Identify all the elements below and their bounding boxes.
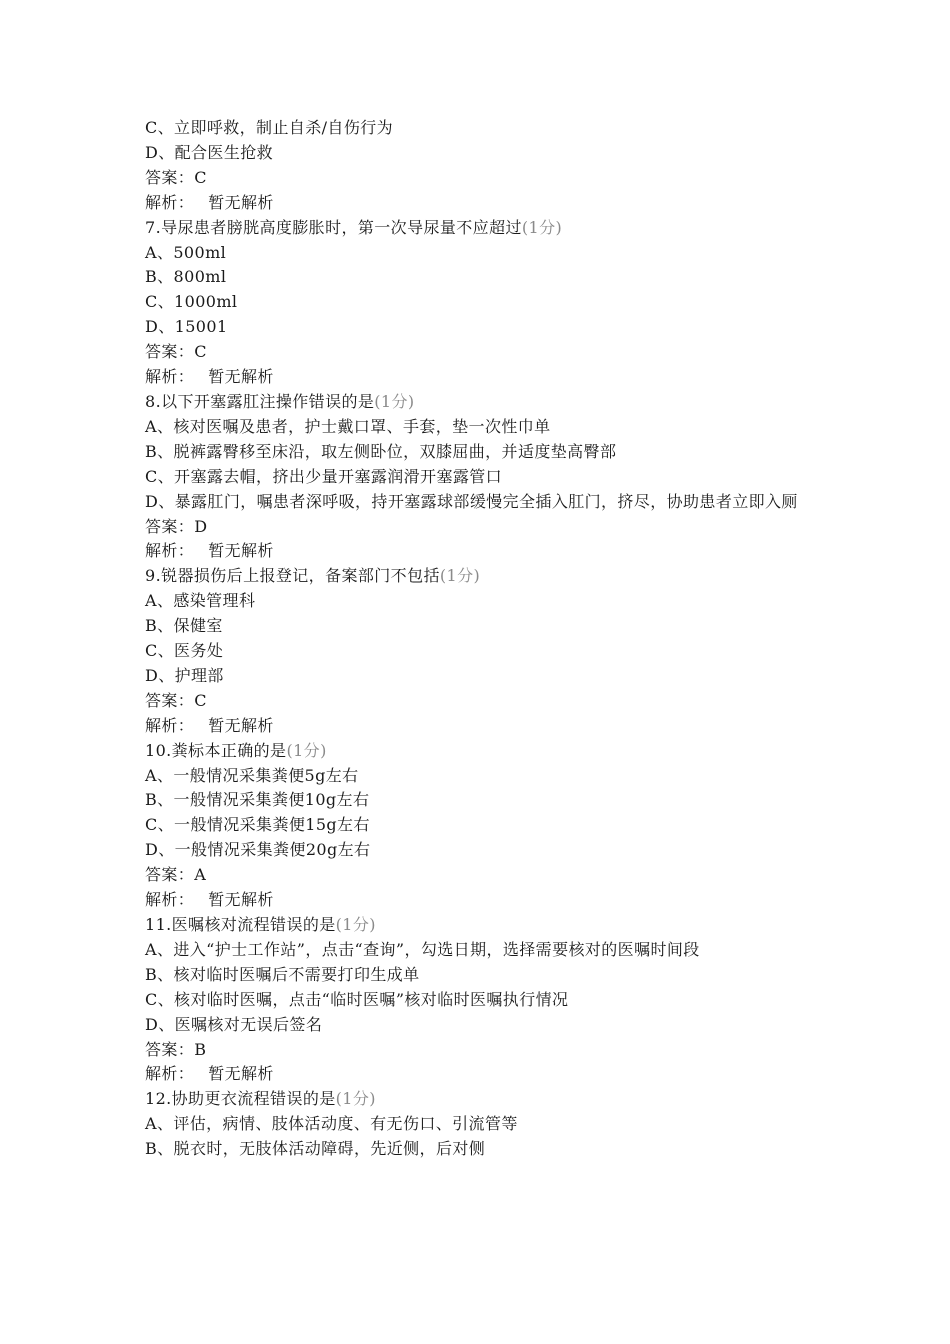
q6-option-c: C、立即呼救，制止自杀/自伤行为 — [145, 118, 394, 137]
question-score: (1分) — [439, 566, 481, 586]
analysis-text: 暂无解析 — [208, 1064, 274, 1084]
q8-answer: 答案：D — [145, 516, 208, 536]
q10-stem — [145, 739, 810, 764]
question-score: (1分) — [521, 217, 563, 237]
analysis-label: 解析： — [145, 541, 195, 561]
q7-analysis — [145, 365, 810, 390]
q8-option-b: B、脱裤露臀移至床沿，取左侧卧位，双膝屈曲，并适度垫高臀部 — [145, 441, 617, 461]
q6-analysis — [145, 191, 810, 216]
q11-option-d: D、医嘱核对无误后签名 — [145, 1014, 323, 1034]
q8-option-c: C、开塞露去帽，挤出少量开塞露润滑开塞露管口 — [145, 466, 503, 486]
q9-option-d: D、护理部 — [145, 665, 224, 685]
q12-stem — [145, 1087, 810, 1112]
analysis-text: 暂无解析 — [208, 541, 274, 561]
q6-option-d: D、配合医生抢救 — [145, 142, 274, 162]
question-score: (1分) — [335, 1089, 376, 1109]
analysis-label: 解析： — [145, 367, 195, 387]
analysis-text: 暂无解析 — [208, 367, 274, 387]
analysis-label: 解析： — [145, 1064, 195, 1084]
q8-stem — [145, 390, 810, 415]
q11-option-a: A、进入“护士工作站”，点击“查询”，勾选日期，选择需要核对的医嘱时间段 — [145, 939, 700, 959]
q10-answer: 答案：A — [145, 865, 207, 885]
q12-option-a: A、评估，病情、肢体活动度、有无伤口、引流管等 — [145, 1114, 518, 1134]
q9-answer: 答案：C — [145, 690, 207, 710]
q8-option-d: D、暴露肛门，嘱患者深呼吸，持开塞露球部缓慢完全插入肛门，挤尽，协助患者立即入厕 — [145, 491, 798, 511]
analysis-label: 解析： — [145, 890, 195, 910]
q11-analysis — [145, 1062, 810, 1087]
q9-option-a: A、感染管理科 — [145, 591, 256, 611]
q10-option-a: A、一般情况采集粪便5g左右 — [145, 765, 359, 785]
q9-stem — [145, 564, 810, 589]
question-score: (1分) — [374, 391, 415, 411]
q7-answer: 答案：C — [145, 342, 207, 362]
analysis-label: 解析： — [145, 715, 195, 735]
question-score: (1分) — [286, 740, 327, 760]
q7-option-c: C、1000ml — [145, 292, 238, 312]
q10-analysis — [145, 888, 810, 913]
q11-answer: 答案：B — [145, 1039, 207, 1059]
q10-option-d: D、一般情况采集粪便20g左右 — [145, 840, 371, 860]
q7-option-a: A、500ml — [145, 242, 227, 262]
q11-option-c: C、核对临时医嘱，点击“临时医嘱”核对临时医嘱执行情况 — [145, 989, 569, 1009]
question-stem: 12.协助更衣流程错误的是 — [145, 1089, 336, 1109]
q10-option-c: C、一般情况采集粪便15g左右 — [145, 815, 370, 835]
question-stem: 7.导尿患者膀胱高度膨胀时，第一次导尿量不应超过 — [145, 217, 522, 237]
question-score: (1分) — [335, 915, 376, 934]
q9-option-c: C、医务处 — [145, 641, 224, 661]
document-page — [145, 116, 810, 1162]
q7-option-d: D、15001 — [145, 317, 228, 337]
analysis-text: 暂无解析 — [208, 890, 274, 910]
q11-stem — [145, 913, 810, 938]
q12-option-b: B、脱衣时，无肢体活动障碍，先近侧，后对侧 — [145, 1139, 486, 1159]
q9-analysis — [145, 714, 810, 739]
question-stem: 8.以下开塞露肛注操作错误的是 — [145, 391, 375, 411]
q8-option-a: A、核对医嘱及患者，护士戴口罩、手套，垫一次性巾单 — [145, 416, 551, 436]
q6-answer: 答案：C — [145, 167, 207, 187]
q7-option-b: B、800ml — [145, 267, 227, 287]
q9-option-b: B、保健室 — [145, 616, 223, 636]
question-stem: 10.粪标本正确的是 — [145, 740, 287, 760]
q7-stem — [145, 216, 810, 241]
analysis-text: 暂无解析 — [208, 715, 274, 735]
analysis-text: 暂无解析 — [208, 192, 274, 212]
q10-option-b: B、一般情况采集粪便10g左右 — [145, 790, 370, 810]
question-stem: 9.锐器损伤后上报登记，备案部门不包括 — [145, 566, 440, 586]
question-stem: 11.医嘱核对流程错误的是 — [145, 915, 336, 934]
q8-analysis — [145, 539, 810, 564]
q11-option-b: B、核对临时医嘱后不需要打印生成单 — [145, 964, 420, 984]
analysis-label: 解析： — [145, 192, 195, 212]
